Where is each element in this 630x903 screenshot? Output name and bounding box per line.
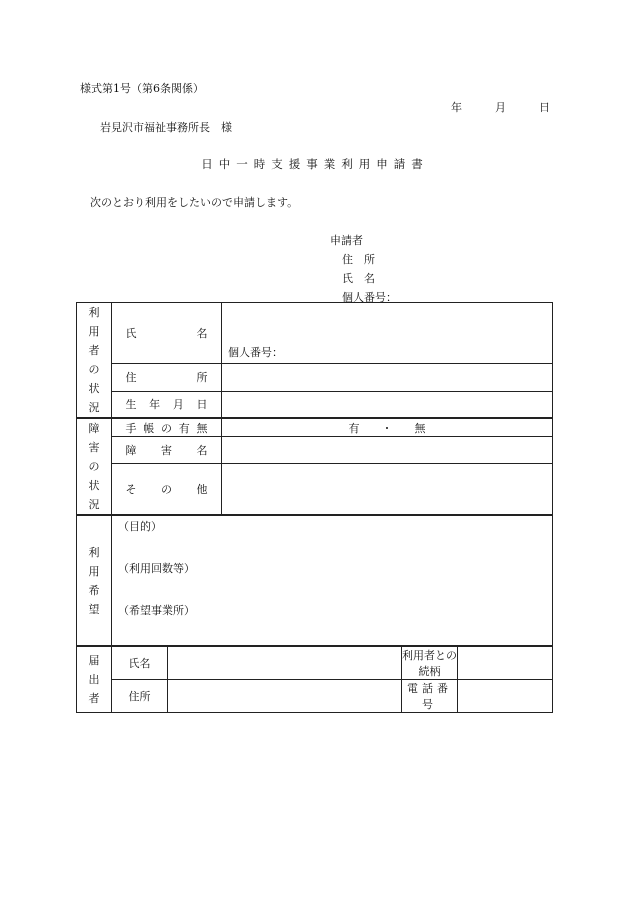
notifier-address-label: 住所	[112, 680, 168, 713]
notifier-label: 届 出 者	[77, 646, 112, 713]
notifier-relation-label: 利用者との続柄	[402, 646, 458, 680]
disability-name-label: 障害名	[112, 437, 222, 464]
notifier-phone-label: 電話番号	[402, 680, 458, 713]
notifier-relation-field[interactable]	[458, 646, 553, 680]
date-day: 日	[539, 101, 550, 114]
intro-text: 次のとおり利用をしたいので申請します。	[90, 196, 299, 209]
applicant-name-label: 氏 名	[342, 272, 375, 285]
handbook-label: 手帳の有無	[112, 418, 222, 437]
application-table	[76, 302, 553, 713]
notifier-name-field[interactable]	[168, 646, 402, 680]
user-id-label: 個人番号：	[228, 345, 283, 359]
user-address-field[interactable]	[222, 363, 553, 391]
applicant-id-label: 個人番号：	[342, 291, 397, 304]
date-line	[451, 99, 550, 115]
date-month: 月	[495, 101, 506, 114]
date-year: 年	[451, 101, 462, 114]
user-birthdate-field[interactable]	[222, 391, 553, 418]
purpose-label: （目的）	[118, 520, 162, 533]
applicant-heading: 申請者	[330, 234, 363, 247]
facility-label: （希望事業所）	[118, 604, 195, 617]
notifier-phone-field[interactable]	[458, 680, 553, 713]
usage-request-field[interactable]	[112, 515, 553, 646]
document-title: 日中一時支援事業利用申請書	[201, 157, 429, 171]
form-number: 様式第1号（第6条関係）	[80, 82, 204, 95]
disability-status-label: 障 害 の 状 況	[77, 418, 112, 515]
other-label: その他	[112, 464, 222, 515]
user-birthdate-label: 生年月日	[112, 391, 222, 418]
handbook-choice[interactable]: 有 ・ 無	[222, 418, 553, 437]
user-name-field[interactable]	[222, 303, 553, 364]
notifier-name-label: 氏名	[112, 646, 168, 680]
user-name-label: 氏名	[112, 303, 222, 364]
usage-request-label: 利 用 希 望	[77, 515, 112, 646]
disability-name-field[interactable]	[222, 437, 553, 464]
other-field[interactable]	[222, 464, 553, 515]
addressee: 岩見沢市福祉事務所長 様	[100, 121, 232, 134]
notifier-address-field[interactable]	[168, 680, 402, 713]
user-status-label: 利 用 者 の 状 況	[77, 303, 112, 419]
applicant-block	[330, 231, 397, 307]
user-address-label: 住所	[112, 363, 222, 391]
frequency-label: （利用回数等）	[118, 562, 195, 575]
applicant-address-label: 住 所	[342, 253, 375, 266]
